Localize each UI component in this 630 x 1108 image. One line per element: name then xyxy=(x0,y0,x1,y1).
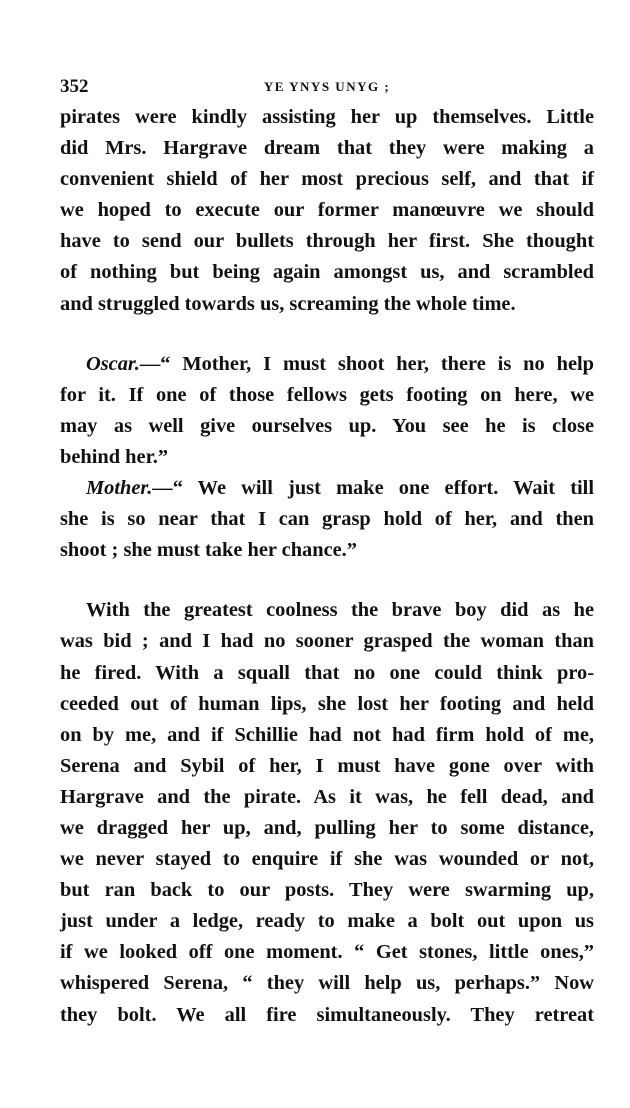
text-line: whispered Serena, “ they will help us, perhaps.” Now xyxy=(60,972,594,995)
text-line: of nothing but being again amongst us, and scrambled xyxy=(60,261,594,284)
text-line: but ran back to our posts. They were swarming up, xyxy=(60,879,594,902)
paragraph-mother xyxy=(60,473,594,566)
text-line: Hargrave and the pirate. As it was, he fell dead, and xyxy=(60,785,594,808)
text-line: just under a ledge, ready to make a bolt out upon us xyxy=(60,910,594,933)
text-line: Serena and Sybil of her, I must have gone over with xyxy=(60,754,594,777)
running-title: YE YNYS UNYG ; xyxy=(263,79,391,94)
text-line: on by me, and if Schillie had not had firm hold of me, xyxy=(60,723,594,746)
speaker-name: Oscar. xyxy=(86,352,140,375)
dialogue-first-line xyxy=(60,473,594,504)
text-line: they bolt. We all fire simultaneously. They retreat xyxy=(60,1003,594,1026)
text-line: may as well give ourselves up. You see he is close xyxy=(60,414,594,437)
text-line: we dragged her up, and, pulling her to some distance, xyxy=(60,816,594,839)
text-line: convenient shield of her most precious self, and that if xyxy=(60,168,594,191)
text-line: and struggled towards us, screaming the whole time. xyxy=(60,292,516,315)
text-line: he fired. With a squall that no one could think pro- xyxy=(60,661,594,684)
dialogue-text: —“ Mother, I must shoot her, there is no help xyxy=(139,352,594,375)
text-line: if we looked off one moment. “ Get stones, little ones,” xyxy=(60,941,594,964)
book-page xyxy=(60,62,594,1102)
speaker-name: Mother. xyxy=(86,477,153,500)
text-line: behind her.” xyxy=(60,445,169,468)
dialogue-first-line xyxy=(60,349,594,380)
text-line: she is so near that I can grasp hold of her, and then xyxy=(60,508,594,531)
paragraph-1 xyxy=(60,102,594,320)
text-line: pirates were kindly assisting her up themselves. Little xyxy=(60,106,594,128)
text-line: did Mrs. Hargrave dream that they were making a xyxy=(60,137,594,160)
paragraph-4 xyxy=(60,595,594,1030)
text-line: shoot ; she must take her chance.” xyxy=(60,539,357,562)
text-line: have to send our bullets through her first. She thought xyxy=(60,230,594,253)
text-line: for it. If one of those fellows gets footing on here, we xyxy=(60,383,594,406)
running-head xyxy=(60,62,594,102)
dialogue-text: —“ We will just make one effort. Wait till xyxy=(152,477,594,500)
text-line: With the greatest coolness the brave boy did as he xyxy=(86,599,594,622)
paragraph-oscar xyxy=(60,349,594,473)
text-line: ceeded out of human lips, she lost her footing and held xyxy=(60,692,594,715)
text-line: was bid ; and I had no sooner grasped the woman than xyxy=(60,630,594,653)
text-line: we never stayed to enquire if she was wounded or not, xyxy=(60,848,594,871)
page-number: 352 xyxy=(60,76,89,97)
text-line: we hoped to execute our former manœuvre we should xyxy=(60,199,594,222)
